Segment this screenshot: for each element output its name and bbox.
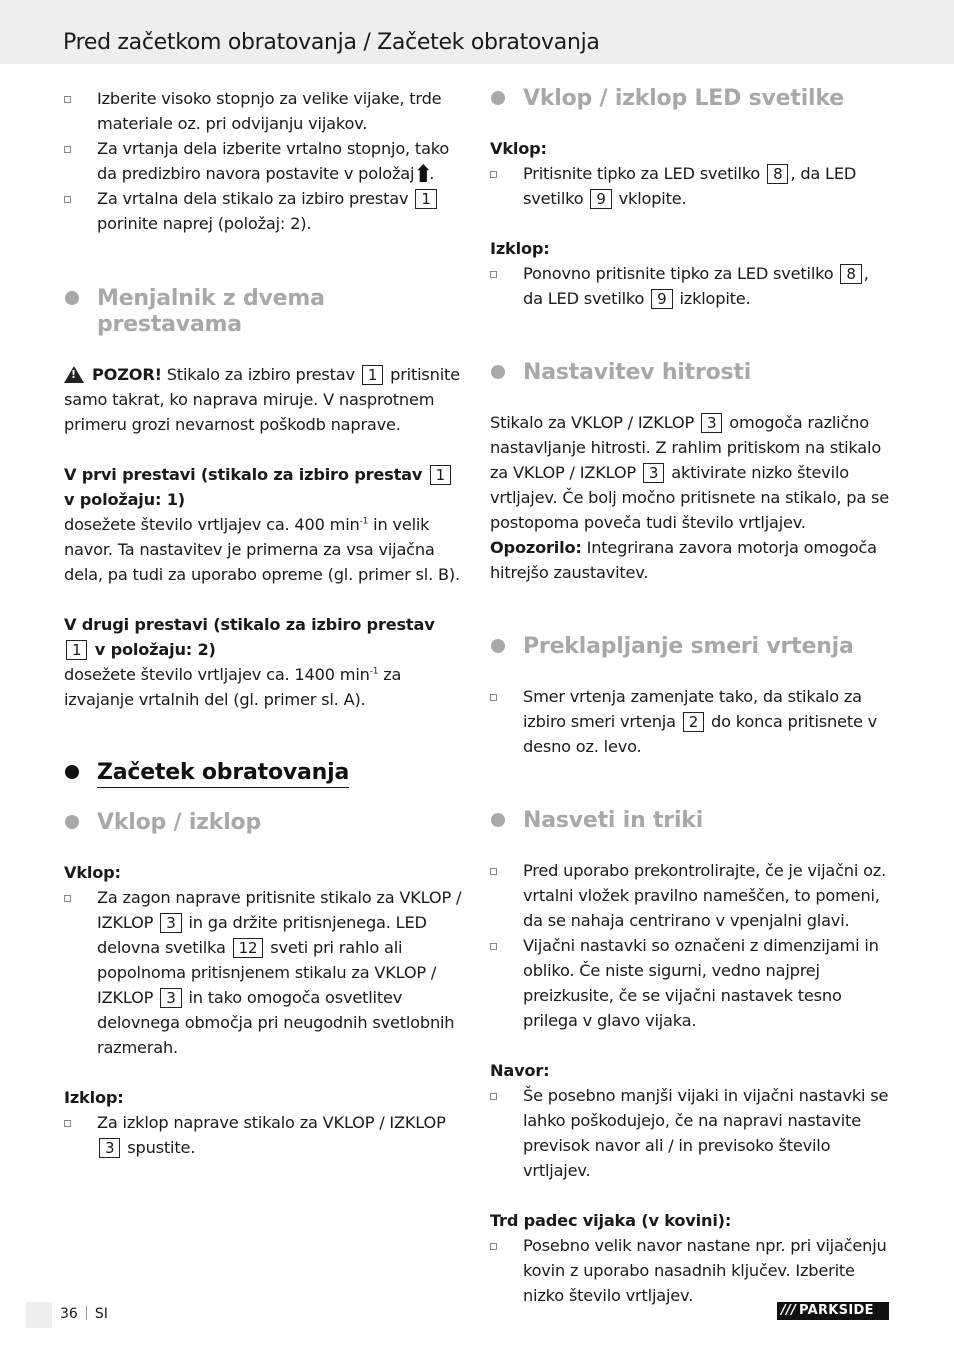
ref-number: 12 bbox=[233, 938, 264, 958]
ref-number: 8 bbox=[767, 164, 788, 184]
section-heading: Vklop / izklop bbox=[64, 810, 464, 836]
footer-divider bbox=[86, 1306, 87, 1320]
ref-number: 3 bbox=[643, 463, 664, 483]
subheading: V drugi prestavi (stikalo za izbiro prestav 1 v položaju: 2) bbox=[64, 615, 435, 659]
bullet-icon bbox=[490, 943, 497, 950]
list-item: Pred uporabo prekontrolirajte, če je vijačni oz. vrtalni vložek pravilno nameščen, to pomeni, da se nahaja centrirano v vpenjalni glavi. bbox=[490, 858, 890, 933]
bullet-icon bbox=[64, 895, 71, 902]
subheading: Navor: bbox=[490, 1061, 550, 1080]
heading-bullet-icon bbox=[491, 639, 505, 653]
ref-number: 3 bbox=[701, 413, 722, 433]
ref-number: 9 bbox=[651, 289, 672, 309]
subheading: V prvi prestavi (stikalo za izbiro prestav 1 v položaju: 1) bbox=[64, 462, 464, 512]
heading-bullet-icon bbox=[65, 291, 79, 305]
heading-bullet-icon bbox=[65, 815, 79, 829]
brand-name: PARKSIDE bbox=[799, 1303, 874, 1318]
list-item: Izberite visoko stopnjo za velike vijake, trde materiale oz. pri odvijanju vijakov. bbox=[64, 86, 464, 136]
bullet-icon bbox=[490, 694, 497, 701]
ref-number: 1 bbox=[415, 189, 436, 209]
ref-number: 3 bbox=[160, 913, 181, 933]
ref-number: 9 bbox=[590, 189, 611, 209]
page-header bbox=[0, 0, 954, 64]
bullet-icon bbox=[490, 1243, 497, 1250]
bullet-icon bbox=[490, 271, 497, 278]
paragraph: Stikalo za VKLOP / IZKLOP 3 omogoča različno nastavljanje hitrosti. Z rahlim pritiskom na stikalo za VKLOP / IZKLOP 3 aktivirate nizko število vrtljajev. Če bolj močno pritisnete na stikalo, pa se postopoma poveča tudi število vrtljajev. bbox=[490, 413, 889, 532]
bullet-icon bbox=[64, 96, 71, 103]
list-item: Pritisnite tipko za LED svetilko 8 , da LED svetilko 9 vklopite. bbox=[490, 161, 890, 211]
list-item: Vijačni nastavki so označeni z dimenzijami in obliko. Če niste sigurni, vedno najprej preizkusite, če se vijačni nastavek tesno prilega v glavo vijaka. bbox=[490, 933, 890, 1033]
heading-bullet-icon bbox=[491, 365, 505, 379]
section-heading: Nastavitev hitrosti bbox=[490, 360, 890, 386]
subheading: Vklop: bbox=[64, 863, 121, 882]
list-item: Še posebno manjši vijaki in vijačni nastavki se lahko poškodujejo, če na napravi nastavite previsok navor ali / in previsoko število vrtljajev. bbox=[490, 1083, 890, 1183]
list-item: Posebno velik navor nastane npr. pri vijačenju kovin z uporabo nasadnih ključev. Izberite nizko število vrtljajev. bbox=[490, 1233, 890, 1308]
right-column bbox=[490, 86, 890, 1308]
bullet-icon bbox=[64, 1120, 71, 1127]
bullet-icon bbox=[490, 868, 497, 875]
paragraph: dosežete število vrtljajev ca. 1400 $\min^{-1}$ za izvajanje vrtalnih del (gl. primer sl. A). bbox=[64, 665, 402, 709]
heading-bullet-icon bbox=[491, 91, 505, 105]
bullet-icon bbox=[64, 146, 71, 153]
warning-icon bbox=[64, 366, 84, 383]
list-item: Za vrtalna dela stikalo za izbiro prestav 1 porinite naprej (položaj: 2). bbox=[64, 186, 464, 236]
section-heading: Vklop / izklop LED svetilke bbox=[490, 86, 890, 112]
ref-number: 8 bbox=[840, 264, 861, 284]
section-heading: Nasveti in triki bbox=[490, 808, 890, 834]
page-title: Pred začetkom obratovanja / Začetek obratovanja bbox=[63, 30, 600, 55]
footer-info bbox=[60, 1306, 108, 1322]
ref-number: 1 bbox=[430, 465, 451, 485]
bullet-icon bbox=[490, 1093, 497, 1100]
note-paragraph: Opozorilo: Integrirana zavora motorja omogoča hitrejšo zaustavitev. bbox=[490, 538, 877, 582]
list-item: Za izklop naprave stikalo za VKLOP / IZKLOP 3 spustite. bbox=[64, 1110, 464, 1160]
subheading: Vklop: bbox=[490, 139, 547, 158]
page-number: 36 bbox=[60, 1306, 78, 1322]
subheading: Izklop: bbox=[64, 1088, 124, 1107]
bullet-icon bbox=[490, 171, 497, 178]
heading-bullet-icon bbox=[491, 813, 505, 827]
ref-number: 3 bbox=[160, 988, 181, 1008]
subheading: Trd padec vijaka (v kovini): bbox=[490, 1211, 732, 1230]
section-heading: Menjalnik z dvema prestavama bbox=[64, 286, 464, 338]
list-item: Za vrtanja dela izberite vrtalno stopnjo, tako da predizbiro navora postavite v položaj . bbox=[64, 136, 464, 186]
section-heading-main: Začetek obratovanja bbox=[64, 760, 464, 786]
section-heading: Preklapljanje smeri vrtenja bbox=[490, 634, 890, 660]
page-number-tab bbox=[26, 1302, 52, 1328]
brand-logo bbox=[777, 1302, 889, 1320]
list-item: Ponovno pritisnite tipko za LED svetilko 8 , da LED svetilko 9 izklopite. bbox=[490, 261, 890, 311]
language-code: SI bbox=[94, 1306, 108, 1322]
list-item: Smer vrtenja zamenjate tako, da stikalo za izbiro smeri vrtenja 2 do konca pritisnete v desno oz. levo. bbox=[490, 684, 890, 759]
brand-mark: /// bbox=[781, 1303, 797, 1318]
bullet-icon bbox=[64, 196, 71, 203]
ref-number: 1 bbox=[362, 365, 383, 385]
paragraph: dosežete število vrtljajev ca. 400 $\min^{-1}$ in velik navor. Ta nastavitev je primerna za vsa vijačna dela, pa tudi za uporabo opreme (gl. primer sl. B). bbox=[64, 515, 460, 584]
subheading: Izklop: bbox=[490, 239, 550, 258]
ref-number: 2 bbox=[683, 712, 704, 732]
list-item: Za zagon naprave pritisnite stikalo za VKLOP / IZKLOP 3 in ga držite pritisnjenega. LED delovna svetilka 12 sveti pri rahlo ali popolnoma pritisnjenem stikalu za VKLOP / IZKLOP 3 in tako omogoča osvetlitev delovnega območja pri neugodnih svetlobnih razmerah. bbox=[64, 885, 464, 1060]
ref-number: 3 bbox=[99, 1138, 120, 1158]
left-column bbox=[64, 86, 464, 1160]
drill-position-icon bbox=[417, 164, 429, 182]
heading-bullet-icon bbox=[65, 765, 79, 779]
ref-number: 1 bbox=[66, 640, 87, 660]
warning-paragraph: !POZOR! Stikalo za izbiro prestav 1 pritisnite samo takrat, ko naprava miruje. V nasprotnem primeru grozi nevarnost poškodb naprave. bbox=[64, 362, 464, 437]
